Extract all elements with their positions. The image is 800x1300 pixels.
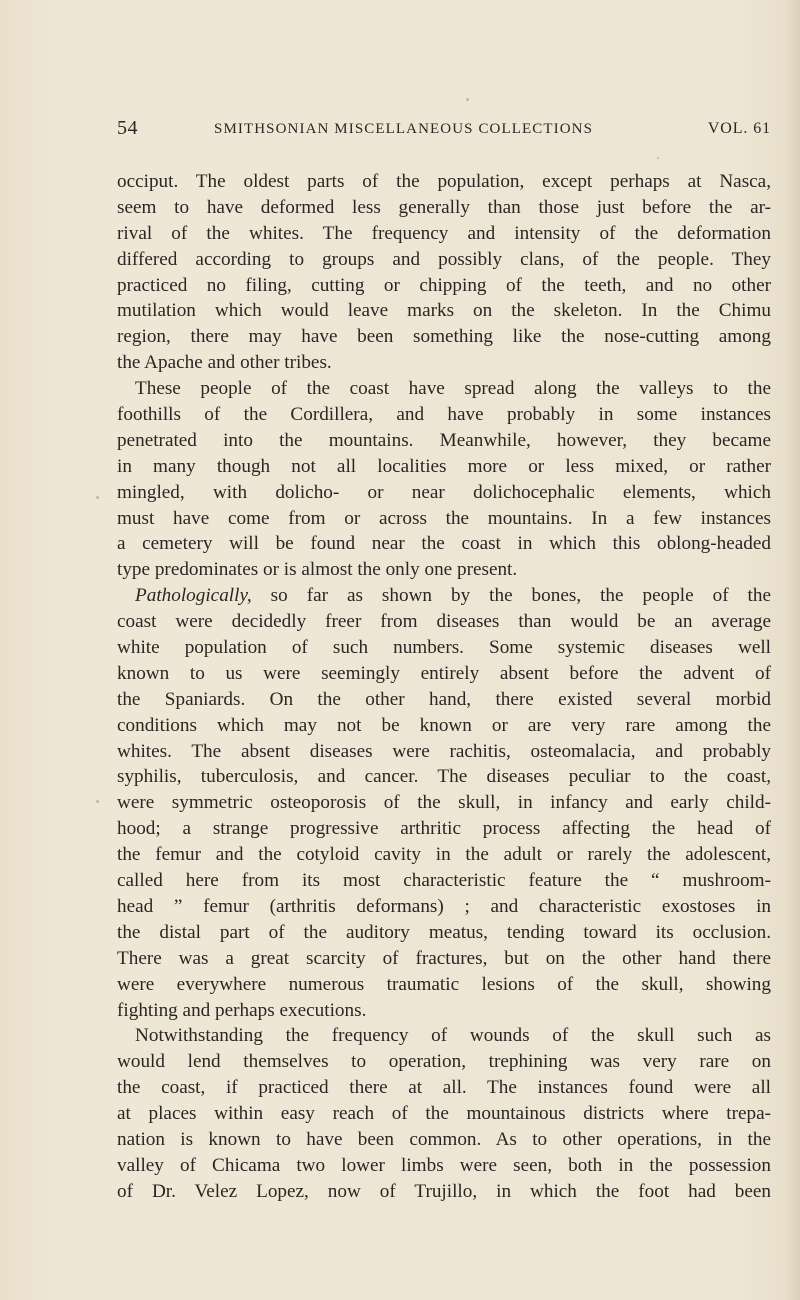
text-line: a cemetery will be found near the coast in which this oblong-headed bbox=[117, 533, 771, 555]
paper-speck bbox=[96, 496, 99, 499]
text-line: would lend themselves to operation, trephining was very rare on bbox=[117, 1051, 771, 1073]
text-line: foothills of the Cordillera, and have probably in some instances bbox=[117, 404, 771, 426]
text-line: the femur and the cotyloid cavity in the adult or rarely the adolescent, bbox=[117, 844, 771, 866]
text-line: in many though not all localities more or less mixed, or rather bbox=[117, 455, 771, 477]
text-line: at places within easy reach of the mountainous districts where trepa- bbox=[117, 1103, 771, 1125]
text-line: These people of the coast have spread along the valleys to the bbox=[135, 378, 771, 400]
text-line: type predominates or is almost the only one present. bbox=[117, 559, 518, 581]
running-title: SMITHSONIAN MISCELLANEOUS COLLECTIONS bbox=[214, 121, 594, 137]
text-line: were everywhere numerous traumatic lesions of the skull, showing bbox=[117, 973, 771, 995]
text-line: were symmetric osteoporosis of the skull, in infancy and early child- bbox=[117, 792, 771, 814]
paper-speck bbox=[657, 157, 659, 159]
text-line: the coast, if practiced there at all. The instances found were all bbox=[117, 1077, 771, 1099]
paper-speck bbox=[466, 98, 469, 101]
paper-speck bbox=[96, 800, 99, 803]
body-text bbox=[117, 169, 771, 1205]
text-line: head ” femur (arthritis deformans) ; and characteristic exostoses in bbox=[117, 895, 771, 917]
text-line: nation is known to have been common. As to other operations, in the bbox=[117, 1128, 771, 1150]
text-line: differed according to groups and possibly clans, of the people. They bbox=[117, 248, 771, 270]
text-line: rival of the whites. The frequency and intensity of the deformation bbox=[117, 222, 771, 244]
text-line: valley of Chicama two lower limbs were seen, both in the possession bbox=[117, 1154, 771, 1176]
text-line: white population of such numbers. Some systemic diseases well bbox=[117, 637, 771, 659]
text-line: conditions which may not be known or are very rare among the bbox=[117, 714, 771, 736]
text-line: occiput. The oldest parts of the population, except perhaps at Nasca, bbox=[117, 171, 771, 192]
running-header bbox=[117, 117, 771, 145]
text-line: coast were decidedly freer from diseases than would be an average bbox=[117, 611, 771, 633]
italic-term: Pathologically, bbox=[135, 585, 252, 607]
text-line: mutilation which would leave marks on the skeleton. In the Chimu bbox=[117, 300, 771, 322]
text-line: called here from its most characteristic feature the “ mushroom- bbox=[117, 870, 771, 892]
text-line: There was a great scarcity of fractures, but on the other hand there bbox=[117, 947, 771, 969]
line-remainder: so far as shown by the bones, the people of the bbox=[251, 585, 771, 607]
text-line: syphilis, tuberculosis, and cancer. The diseases peculiar to the coast, bbox=[117, 766, 771, 788]
page-edge-shadow bbox=[786, 0, 800, 1300]
text-line: Notwithstanding the frequency of wounds of the skull such as bbox=[135, 1025, 771, 1047]
volume-label: VOL. 61 bbox=[707, 120, 771, 137]
text-line: the Apache and other tribes. bbox=[117, 352, 332, 374]
text-line: hood; a strange progressive arthritic process affecting the head of bbox=[117, 818, 771, 840]
text-line: known to us were seemingly entirely absent before the advent of bbox=[117, 662, 771, 684]
text-line: the Spaniards. On the other hand, there existed several morbid bbox=[117, 688, 771, 710]
text-line: whites. The absent diseases were rachitis, osteomalacia, and probably bbox=[117, 740, 771, 762]
text-line: seem to have deformed less generally than those just before the ar- bbox=[117, 196, 771, 218]
text-line: fighting and perhaps executions. bbox=[117, 999, 367, 1021]
text-line: practiced no filing, cutting or chipping of the teeth, and no other bbox=[117, 274, 771, 296]
page-number: 54 bbox=[117, 117, 138, 139]
text-line: region, there may have been something like the nose-cutting among bbox=[117, 326, 771, 348]
text-line: mingled, with dolicho- or near dolichocephalic elements, which bbox=[117, 481, 771, 503]
text-line bbox=[117, 583, 771, 609]
text-line: must have come from or across the mountains. In a few instances bbox=[117, 507, 771, 529]
text-line: of Dr. Velez Lopez, now of Trujillo, in which the foot had been bbox=[117, 1180, 771, 1202]
text-line: penetrated into the mountains. Meanwhile, however, they became bbox=[117, 429, 771, 451]
text-line: the distal part of the auditory meatus, tending toward its occlusion. bbox=[117, 921, 771, 943]
